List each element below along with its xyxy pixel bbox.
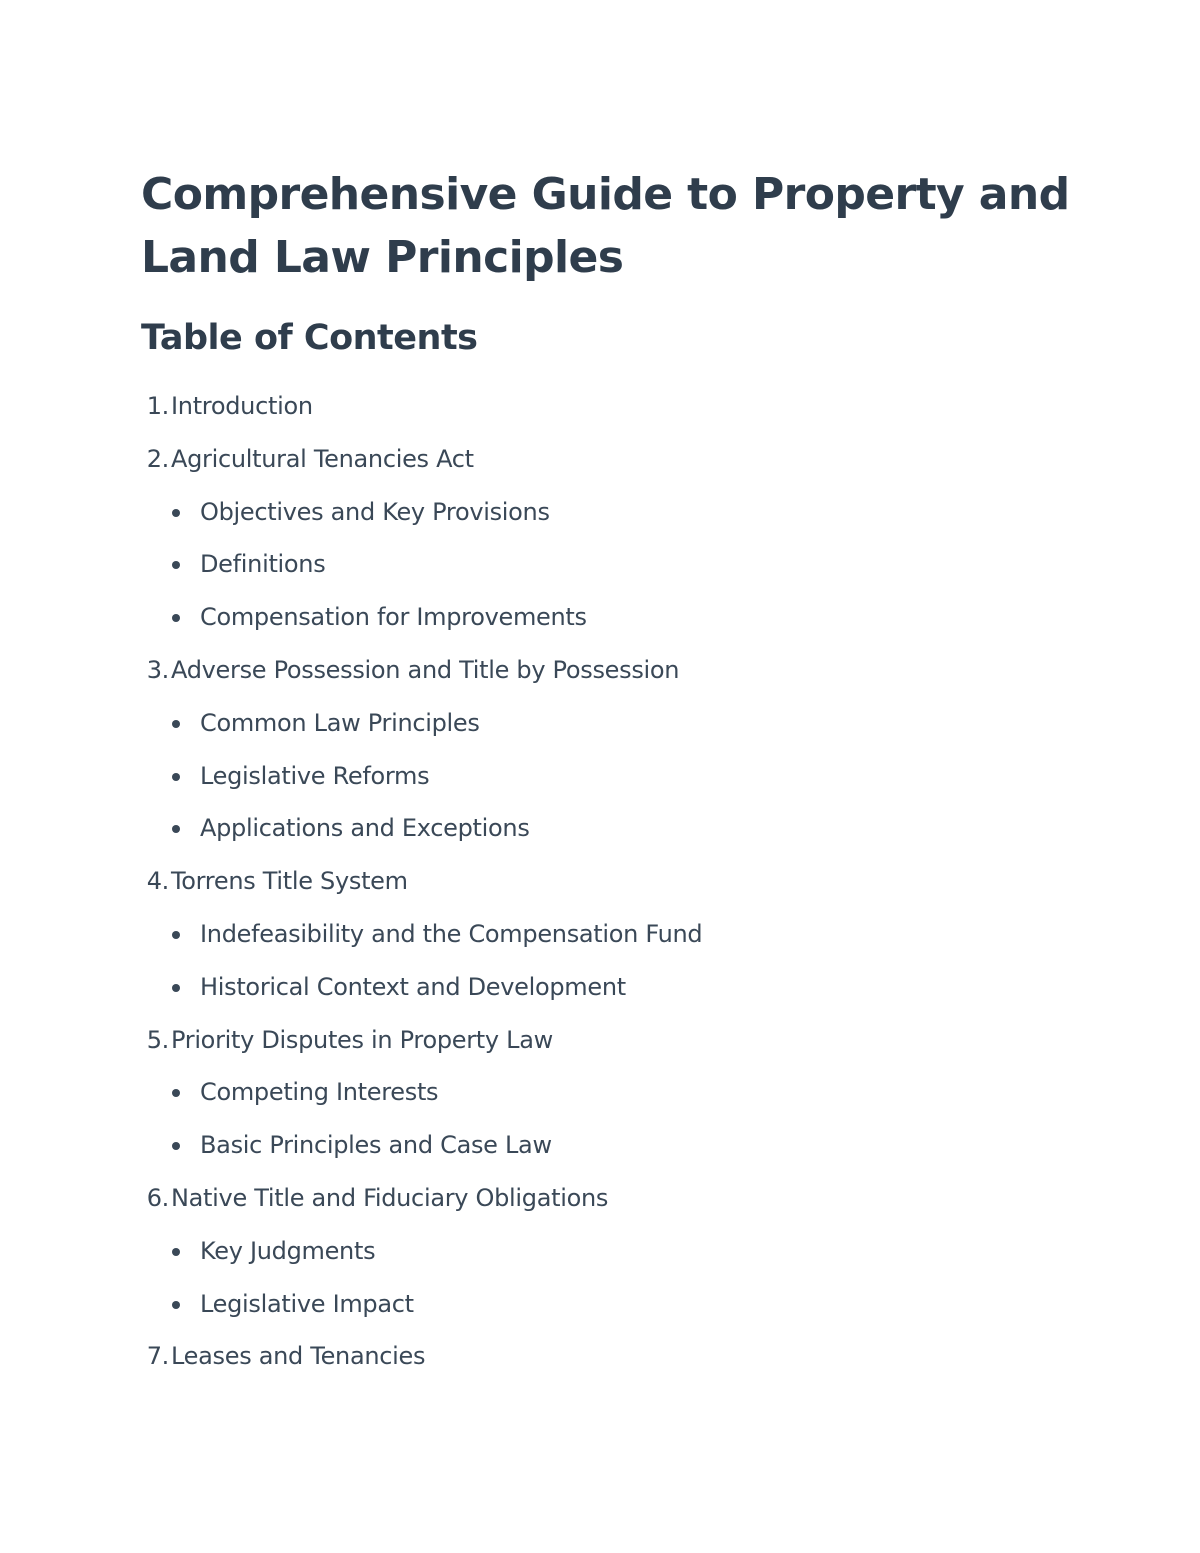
table-of-contents: [0, 380, 1200, 1383]
bullet-icon: [172, 561, 180, 569]
toc-subitem[interactable]: [0, 1066, 1200, 1119]
toc-subitem-label[interactable]: Legislative Impact: [200, 1289, 414, 1318]
toc-subitem[interactable]: [0, 802, 1200, 855]
toc-subitem-label[interactable]: Common Law Principles: [200, 708, 480, 737]
bullet-icon: [172, 509, 180, 517]
toc-subitem-label[interactable]: Objectives and Key Provisions: [200, 497, 550, 526]
toc-item[interactable]: [0, 1330, 1200, 1383]
toc-item-label[interactable]: Leases and Tenancies: [171, 1342, 426, 1371]
bullet-icon: [172, 1248, 180, 1256]
bullet-icon: [172, 1089, 180, 1097]
toc-subitem-label[interactable]: Indefeasibility and the Compensation Fund: [200, 919, 703, 948]
toc-item-number: 6.: [146, 1183, 169, 1212]
toc-subitem[interactable]: [0, 1225, 1200, 1278]
toc-subitem[interactable]: [0, 486, 1200, 539]
toc-item-number: 7.: [146, 1342, 169, 1371]
toc-subitem-label[interactable]: Competing Interests: [200, 1078, 439, 1107]
toc-item-label[interactable]: Agricultural Tenancies Act: [171, 444, 474, 473]
toc-item[interactable]: [0, 433, 1200, 486]
toc-item-label[interactable]: Adverse Possession and Title by Possession: [171, 655, 680, 684]
toc-item-number: 5.: [146, 1025, 169, 1054]
document-title: Comprehensive Guide to Property and Land Law Principles: [141, 169, 1070, 283]
toc-item[interactable]: [0, 1172, 1200, 1225]
toc-subitem[interactable]: [0, 538, 1200, 591]
bullet-icon: [172, 720, 180, 728]
bullet-icon: [172, 984, 180, 992]
toc-item-number: 3.: [146, 655, 169, 684]
toc-subitem-label[interactable]: Definitions: [200, 550, 326, 579]
bullet-icon: [172, 1142, 180, 1150]
toc-subitem[interactable]: [0, 1278, 1200, 1331]
toc-subitem[interactable]: [0, 908, 1200, 961]
toc-item-number: 4.: [146, 867, 169, 896]
bullet-icon: [172, 614, 180, 622]
toc-subitem-label[interactable]: Historical Context and Development: [200, 972, 626, 1001]
toc-item[interactable]: [0, 380, 1200, 433]
toc-item-label[interactable]: Introduction: [171, 392, 313, 420]
toc-subitem-label[interactable]: Compensation for Improvements: [200, 603, 587, 632]
bullet-icon: [172, 773, 180, 781]
toc-heading: Table of Contents: [141, 318, 478, 358]
toc-item-label[interactable]: Priority Disputes in Property Law: [171, 1025, 553, 1054]
toc-subitem[interactable]: [0, 697, 1200, 750]
toc-subitem[interactable]: [0, 1119, 1200, 1172]
toc-item[interactable]: [0, 644, 1200, 697]
toc-subitem[interactable]: [0, 750, 1200, 803]
toc-subitem-label[interactable]: Legislative Reforms: [200, 761, 430, 790]
bullet-icon: [172, 931, 180, 939]
toc-subitem[interactable]: [0, 591, 1200, 644]
toc-subitem[interactable]: [0, 961, 1200, 1014]
toc-subitem-label[interactable]: Key Judgments: [200, 1236, 376, 1265]
toc-item-label[interactable]: Torrens Title System: [171, 867, 408, 896]
bullet-icon: [172, 825, 180, 833]
toc-item-label[interactable]: Native Title and Fiduciary Obligations: [171, 1183, 609, 1212]
toc-item-number: 1.: [146, 392, 169, 420]
toc-item-number: 2.: [146, 444, 169, 473]
toc-item[interactable]: [0, 855, 1200, 908]
toc-subitem-label[interactable]: Applications and Exceptions: [200, 814, 530, 843]
toc-subitem-label[interactable]: Basic Principles and Case Law: [200, 1131, 552, 1160]
bullet-icon: [172, 1301, 180, 1309]
toc-item[interactable]: [0, 1014, 1200, 1067]
